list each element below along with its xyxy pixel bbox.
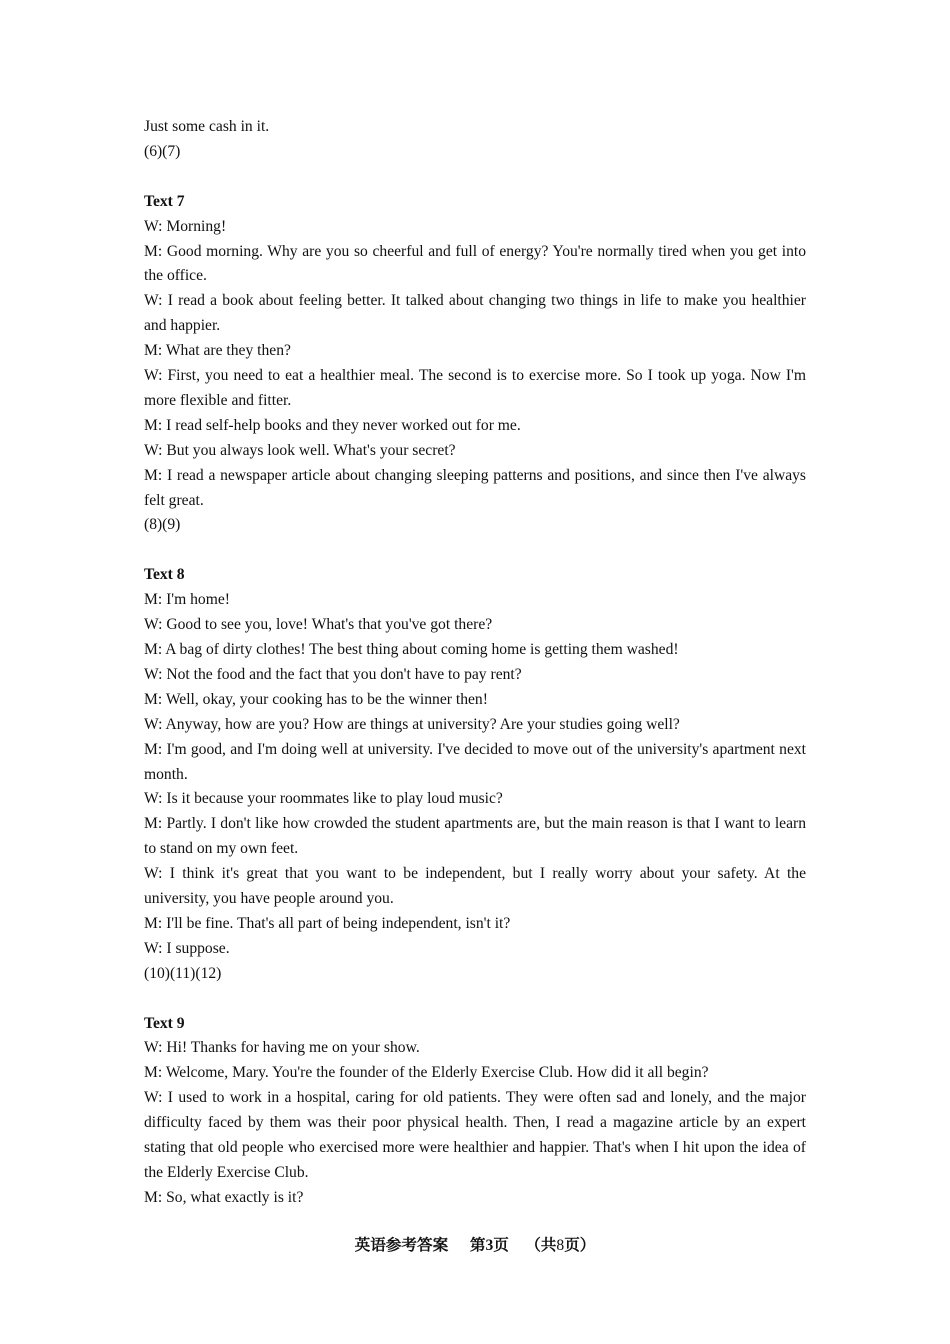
dialogue-line: M: Welcome, Mary. You're the founder of the Elderly Exercise Club. How did it all begin? <box>144 1064 709 1082</box>
dialogue-line: M: Good morning. Why are you so cheerful and full of energy? You're normally tired when you get into the office. <box>144 242 806 285</box>
dialogue-line: W: Good to see you, love! What's that you've got there? <box>144 616 493 634</box>
text-9-section <box>144 1012 806 1211</box>
spacer <box>144 987 806 1012</box>
footer-page-number: 3 <box>485 1237 494 1254</box>
dialogue-line: M: What are they then? <box>144 342 291 360</box>
question-ref: (8)(9) <box>144 516 181 534</box>
section-heading: Text 9 <box>144 1014 185 1032</box>
footer-page-prefix: 第 <box>469 1236 486 1254</box>
dialogue-line: M: So, what exactly is it? <box>144 1188 304 1206</box>
footer-total-prefix: （共 <box>525 1236 557 1254</box>
dialogue-line: M: I read self-help books and they never worked out for me. <box>144 416 521 434</box>
text-8-section <box>144 563 806 986</box>
footer-total-suffix: 页） <box>564 1236 596 1254</box>
section-heading: Text 8 <box>144 566 185 584</box>
page-footer <box>0 1234 950 1257</box>
intro-line: Just some cash in it. <box>144 118 270 135</box>
question-ref: (10)(11)(12) <box>144 964 222 982</box>
dialogue-line: W: Not the food and the fact that you don't have to pay rent? <box>144 665 522 683</box>
dialogue-line: W: Morning! <box>144 217 227 235</box>
dialogue-line: W: Anyway, how are you? How are things at university? Are your studies going well? <box>144 715 680 733</box>
dialogue-line: M: I'll be fine. That's all part of being independent, isn't it? <box>144 914 511 932</box>
dialogue-line: M: Well, okay, your cooking has to be the winner then! <box>144 690 488 708</box>
dialogue-line: M: I read a newspaper article about changing sleeping patterns and positions, and since then I've always felt great. <box>144 466 806 509</box>
dialogue-line: W: I used to work in a hospital, caring for old patients. They were often sad and lonely, and the major difficulty faced by them was their poor physical health. Then, I read a magazine article by an expert stating that old people who exercised more were healthier and happier. That's when I hit upon the idea of the Elderly Exercise Club. <box>144 1089 806 1182</box>
text-7-section <box>144 190 806 539</box>
dialogue-line: W: I think it's great that you want to be independent, but I really worry about your safety. At the university, you have people around you. <box>144 865 806 908</box>
footer-page-suffix: 页 <box>493 1236 509 1254</box>
dialogue-line: W: Is it because your roommates like to play loud music? <box>144 790 503 808</box>
footer-subject: 英语参考答案 <box>354 1236 449 1254</box>
dialogue-line: W: I read a book about feeling better. It talked about changing two things in life to make you healthier and happier. <box>144 292 806 335</box>
question-ref: (6)(7) <box>144 142 181 160</box>
spacer <box>144 538 806 563</box>
dialogue-line: M: A bag of dirty clothes! The best thing about coming home is getting them washed! <box>144 641 679 658</box>
footer-total-number: 8 <box>556 1237 565 1254</box>
spacer <box>144 165 806 190</box>
dialogue-line: W: Hi! Thanks for having me on your show. <box>144 1039 420 1057</box>
document-body <box>144 115 806 1211</box>
dialogue-line: M: I'm good, and I'm doing well at university. I've decided to move out of the university's apartment next month. <box>144 740 806 783</box>
dialogue-line: M: I'm home! <box>144 591 230 609</box>
dialogue-line: W: I suppose. <box>144 939 230 957</box>
dialogue-line: W: But you always look well. What's your secret? <box>144 441 456 459</box>
dialogue-line: W: First, you need to eat a healthier meal. The second is to exercise more. So I took up yoga. Now I'm more flexible and fitter. <box>144 367 806 409</box>
dialogue-line: M: Partly. I don't like how crowded the student apartments are, but the main reason is that I want to learn to stand on my own feet. <box>144 815 806 858</box>
section-heading: Text 7 <box>144 192 185 210</box>
